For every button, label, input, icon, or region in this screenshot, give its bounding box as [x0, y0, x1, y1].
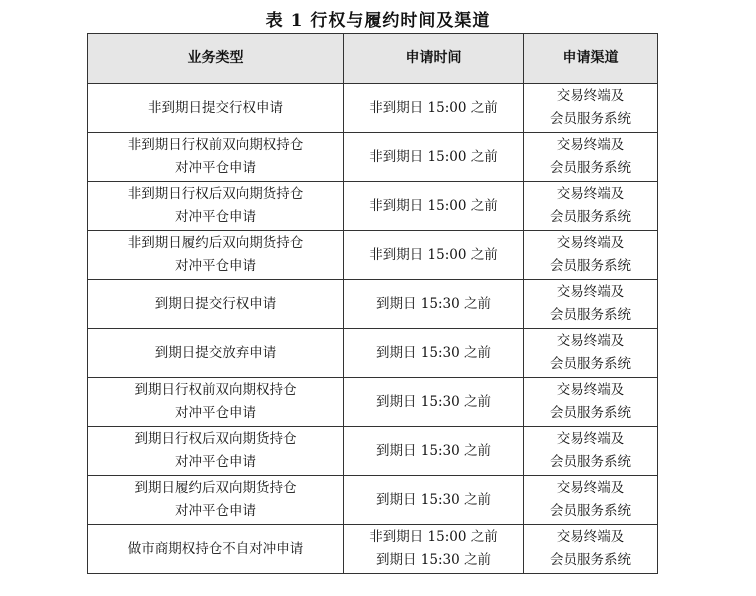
- cell-application-time: [344, 476, 524, 525]
- cell-text-line: 非到期日行权前双向期权持仓: [127, 137, 304, 153]
- cell-text-line: 到期日 15:30 之前: [376, 442, 491, 459]
- cell-text-line: 交易终端及: [556, 186, 625, 202]
- cell-text-line: 到期日提交放弃申请: [154, 344, 277, 361]
- cell-text-line: 到期日履约后双向期货持仓: [134, 480, 297, 496]
- cell-text-line: 对冲平仓申请: [175, 405, 256, 421]
- cell-business-type: [88, 525, 344, 574]
- schedule-table: [87, 33, 658, 574]
- cell-text-line: 会员服务系统: [550, 454, 631, 470]
- cell-application-channel: [524, 378, 658, 427]
- cell-text-line: 交易终端及: [556, 431, 625, 447]
- cell-application-channel: [524, 525, 658, 574]
- cell-text-line: 非到期日 15:00 之前: [369, 99, 498, 116]
- cell-text-line: 到期日行权前双向期权持仓: [134, 382, 297, 398]
- cell-text-line: 做市商期权持仓不自对冲申请: [127, 540, 304, 557]
- cell-text-line: 非到期日履约后双向期货持仓: [127, 235, 304, 251]
- cell-application-channel: [524, 133, 658, 182]
- cell-text-line: 对冲平仓申请: [175, 258, 256, 274]
- cell-text-line: 会员服务系统: [550, 552, 631, 568]
- cell-text-line: 到期日 15:30 之前: [376, 344, 491, 361]
- header-application-channel: 申请渠道: [524, 34, 658, 84]
- cell-business-type: [88, 378, 344, 427]
- cell-text-line: 到期日行权后双向期货持仓: [134, 431, 297, 447]
- cell-text-line: 非到期日 15:00 之前: [369, 529, 498, 545]
- cell-text-line: 对冲平仓申请: [175, 209, 256, 225]
- cell-text-line: 非到期日 15:00 之前: [369, 197, 498, 214]
- table-row: [88, 280, 658, 329]
- cell-application-time: [344, 133, 524, 182]
- cell-text-line: 非到期日 15:00 之前: [369, 246, 498, 263]
- cell-application-channel: [524, 427, 658, 476]
- cell-text-line: 非到期日行权后双向期货持仓: [127, 186, 304, 202]
- cell-text-line: 到期日 15:30 之前: [376, 491, 491, 508]
- cell-text-line: 非到期日提交行权申请: [148, 99, 283, 116]
- cell-business-type: [88, 133, 344, 182]
- cell-text-line: 交易终端及: [556, 137, 625, 153]
- table-row: [88, 231, 658, 280]
- cell-application-time: [344, 231, 524, 280]
- table-body: [88, 84, 658, 574]
- cell-application-channel: [524, 476, 658, 525]
- cell-text-line: 会员服务系统: [550, 111, 631, 127]
- cell-business-type: [88, 280, 344, 329]
- table-row: [88, 378, 658, 427]
- cell-text-line: 交易终端及: [556, 88, 625, 104]
- cell-application-time: [344, 378, 524, 427]
- cell-text-line: 会员服务系统: [550, 356, 631, 372]
- table-row: [88, 525, 658, 574]
- cell-text-line: 交易终端及: [556, 235, 625, 251]
- cell-application-channel: [524, 231, 658, 280]
- cell-business-type: [88, 329, 344, 378]
- cell-text-line: 到期日 15:30 之前: [376, 295, 491, 312]
- cell-text-line: 到期日 15:30 之前: [376, 393, 491, 410]
- cell-text-line: 会员服务系统: [550, 503, 631, 519]
- cell-application-channel: [524, 182, 658, 231]
- cell-application-time: [344, 329, 524, 378]
- table-row: [88, 182, 658, 231]
- cell-text-line: 对冲平仓申请: [175, 454, 256, 470]
- header-business-type: 业务类型: [88, 34, 344, 84]
- cell-business-type: [88, 476, 344, 525]
- table-row: [88, 84, 658, 133]
- table-row: [88, 133, 658, 182]
- cell-text-line: 会员服务系统: [550, 307, 631, 323]
- table-header-row: [88, 34, 658, 84]
- cell-text-line: 交易终端及: [556, 529, 625, 545]
- cell-text-line: 交易终端及: [556, 480, 625, 496]
- cell-application-channel: [524, 329, 658, 378]
- cell-application-time: [344, 280, 524, 329]
- cell-text-line: 到期日 15:30 之前: [376, 552, 491, 568]
- table-row: [88, 427, 658, 476]
- cell-application-time: [344, 427, 524, 476]
- cell-business-type: [88, 182, 344, 231]
- cell-text-line: 对冲平仓申请: [175, 503, 256, 519]
- cell-text-line: 会员服务系统: [550, 209, 631, 225]
- cell-text-line: 会员服务系统: [550, 160, 631, 176]
- cell-text-line: 对冲平仓申请: [175, 160, 256, 176]
- table-row: [88, 329, 658, 378]
- cell-text-line: 会员服务系统: [550, 405, 631, 421]
- table-title: 表 1 行权与履约时间及渠道: [265, 11, 491, 31]
- cell-application-time: [344, 84, 524, 133]
- cell-text-line: 交易终端及: [556, 333, 625, 349]
- table-row: [88, 476, 658, 525]
- cell-business-type: [88, 427, 344, 476]
- cell-text-line: 交易终端及: [556, 382, 625, 398]
- cell-text-line: 非到期日 15:00 之前: [369, 148, 498, 165]
- cell-text-line: 交易终端及: [556, 284, 625, 300]
- cell-text-line: 到期日提交行权申请: [154, 295, 277, 312]
- cell-business-type: [88, 231, 344, 280]
- header-application-time: 申请时间: [344, 34, 524, 84]
- cell-application-time: [344, 182, 524, 231]
- cell-text-line: 会员服务系统: [550, 258, 631, 274]
- cell-application-channel: [524, 280, 658, 329]
- cell-business-type: [88, 84, 344, 133]
- cell-application-time: [344, 525, 524, 574]
- cell-application-channel: [524, 84, 658, 133]
